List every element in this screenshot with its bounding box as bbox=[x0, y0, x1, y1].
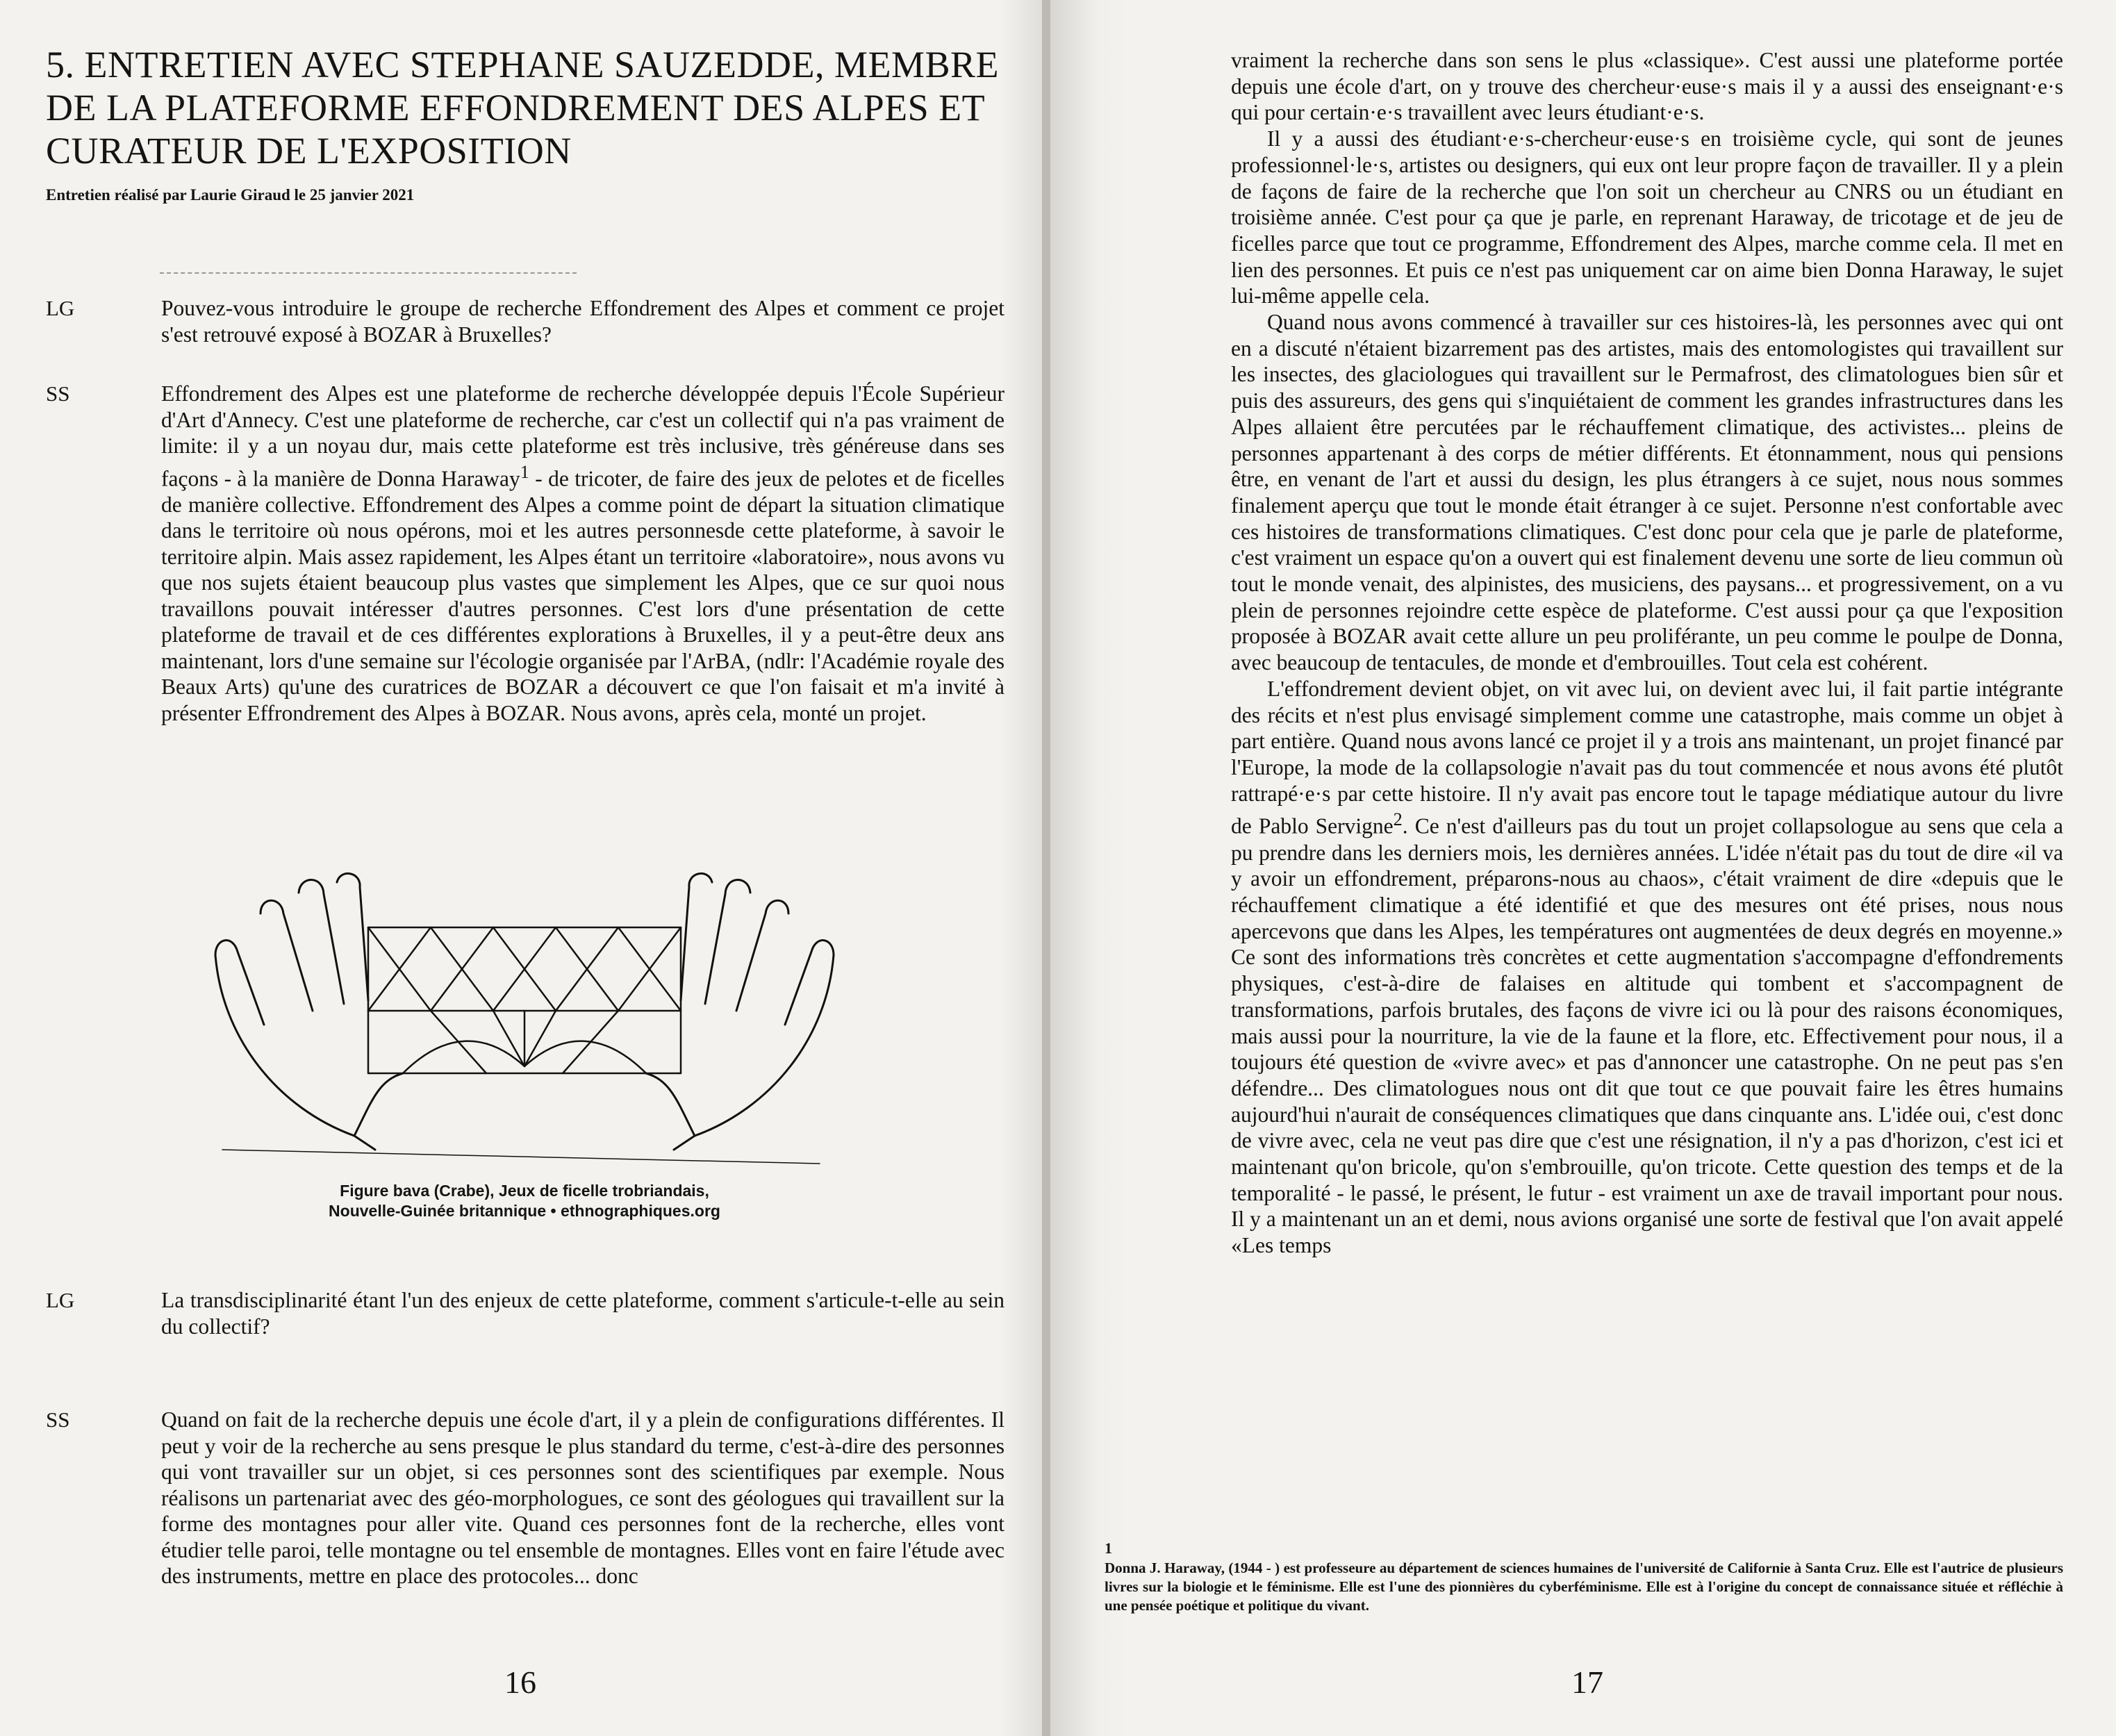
footnote-ref: 1 bbox=[520, 461, 529, 482]
question-text: La transdisciplinarité étant l'un des enjeux de cette plateforme, comment s'articule-t-elle au sein du collectif? bbox=[161, 1288, 1005, 1339]
speaker-label: LG bbox=[46, 1288, 75, 1312]
paragraph: L'effondrement devient objet, on vit avec lui, on devient avec lui, il fait partie intégrante des récits et n'est plus envisagé simplement comme une catastrophe, mais comme un objet à part entière. Quand nous avons lancé ce projet il y a trois ans maintenant, un projet financé par l'Europe, la mode de la collapsologie n'avait pas du tout commencée et nous avons été plutôt rattrapé·e·s par cette histoire. Il n'y avait pas encore tout le tapage médiatique autour du livre de Pablo Servigne$^2$. Ce n'est d'ailleurs pas du tout un projet collapsologue au sens que cela a pu prendre dans les derniers mois, les dernières années. L'idée n'était pas du tout de dire «il va y avoir un effondrement, préparons-nous au chaos», c'était vraiment de dire «depuis que le réchauffement climatique a été identifié et que des mesures ont été prises, nous nous apercevons que dans les Alpes, les températures ont augmentées de deux degrés en moyenne.» Ce sont des informations très concrètes et cette augmentation s'accompagne d'effondrements physiques, c'est-à-dire de falaises en altitude qui tombent et s'accompagnent de transformations, parfois brutales, des façons de vivre ici ou là pour des raisons économiques, mais aussi pour la nourriture, la vie de la faune et la flore, etc. Effectivement pour nous, il a toujours été question de «vivre avec» et pas d'annoncer une catastrophe. On ne peut pas s'en défendre... Des climatologues nous ont dit que tout ce que pouvait faire les êtres humains aujourd'hui n'aurait de conséquences climatiques que dans cinquante ans. L'idée oui, c'est donc de vivre avec, cela ne veut pas dire que c'est une résignation, il n'y a pas d'horizon, c'est ici et maintenant qu'on bricole, qu'on s'embrouille, qu'on tricote. Cette question des temps et de la temporalité - le passé, le présent, le futur - est vraiment un axe de travail important pour nous. Il y a maintenant un an et demi, nous avions organisé une sorte de festival que l'on avait appelé «Les temps bbox=[1231, 676, 2063, 1258]
footnote-text: Donna J. Haraway, (1944 - ) est professeure au département de sciences humaines de l'université de Californie à Santa Cruz. Elle est l'autrice de plusieurs livres sur la biologie et le féminisme. Elle est l'une des pionnières du cyberféminisme. Elle est à l'origine du concept de connaissance située et réfléchie à une pensée poétique et politique du vivant. bbox=[1105, 1560, 2063, 1614]
page-number: 17 bbox=[1571, 1664, 1603, 1700]
question-text: Pouvez-vous introduire le groupe de recherche Effondrement des Alpes et comment ce projet s'est retrouvé exposé à BOZAR à Bruxelles? bbox=[161, 296, 1005, 347]
string-figure-hands-illustration bbox=[195, 872, 854, 1177]
question-2 bbox=[46, 1287, 1005, 1339]
question-1 bbox=[46, 295, 1005, 347]
answer-text: Quand on fait de la recherche depuis une école d'art, il y a plein de configurations différentes. Il peut y voir de la recherche au sens presque le plus standard du terme, c'est-à-dire des personnes qui vont travailler sur un objet, si ces personnes sont des scientifiques par exemple. Nous réalisons un partenariat avec des géo-morphologues, ce sont des géologues qui travaillent sur la forme des montagnes pour aller vite. Quand ces personnes font de la recherche, elles vont étudier telle paroi, telle montagne ou tel ensemble de montagnes. Elles vont en faire l'étude avec des instruments, mettre en place des protocoles... donc bbox=[161, 1407, 1005, 1588]
left-page bbox=[0, 0, 1050, 1736]
footnote-ref: 2 bbox=[1393, 809, 1403, 830]
paragraph: Il y a aussi des étudiant·e·s-chercheur·euse·s en troisième cycle, qui sont de jeunes professionnel·le·s, artistes ou designers, qui eux ont leur propre façon de travailler. Il y a plein de façons de faire de la recherche que l'on soit un chercheur au CNRS ou un étudiant en troisième année. C'est pour ça que je parle, en reprenant Haraway, de tricotage et de jeu de ficelles parce que tout ce programme, Effondrement des Alpes, marche comme cela. Il met en lien des personnes. Et puis ce n'est pas uniquement car on aime bien Donna Haraway, le sujet lui-même appelle cela. bbox=[1231, 126, 2063, 308]
footnote-number: 1 bbox=[1105, 1539, 1112, 1557]
right-page bbox=[1050, 0, 2116, 1736]
answer-1 bbox=[46, 381, 1005, 726]
byline: Entretien réalisé par Laurie Giraud le 25 janvier 2021 bbox=[46, 186, 415, 204]
paragraph: vraiment la recherche dans son sens le plus «classique». C'est aussi une plateforme portée depuis une école d'art, on y trouve des chercheur·euse·s mais il y a aussi des enseignant·e·s qui pour certain·e·s travaillent avec leurs étudiant·e·s. bbox=[1231, 48, 2063, 125]
page-number: 16 bbox=[504, 1664, 536, 1700]
body-text bbox=[1231, 47, 2063, 1259]
separator-rule bbox=[160, 272, 577, 274]
figure-caption: Figure bava (Crabe), Jeux de ficelle trobriandais, Nouvelle-Guinée britannique • ethnographiques.org bbox=[329, 1182, 720, 1220]
article-title: 5. ENTRETIEN AVEC STEPHANE SAUZEDDE, MEMBRE DE LA PLATEFORME EFFONDREMENT DES ALPES ET CURATEUR DE L'EXPOSITION bbox=[46, 44, 1000, 172]
speaker-label: SS bbox=[46, 381, 70, 406]
answer-text: Effondrement des Alpes est une plateforme de recherche développée depuis l'École Supérieur d'Art d'Annecy. C'est une plateforme de recherche, car c'est un collectif qui n'a pas vraiment de limite: il y a un noyau dur, mais cette plateforme est très inclusive, très généreuse dans ses façons - à la manière de Donna Haraway$^1$ - de tricoter, de faire des jeux de pelotes et de ficelles de manière collective. Effondrement des Alpes a comme point de départ la situation climatique dans le territoire où nous opérons, moi et les autres personnesde cette plateforme, à savoir le territoire alpin. Mais assez rapidement, les Alpes étant un territoire «laboratoire», nous avons vu que nos sujets étaient beaucoup plus vastes que simplement les Alpes, que ce sur quoi nous travaillons pouvait intéresser d'autres personnes. C'est lors d'une présentation de cette plateforme de travail et de ces différentes explorations à Bruxelles, il y a peut-être deux ans maintenant, lors d'une semaine sur l'écologie organisée par l'ArBA, (ndlr: l'Académie royale des Beaux Arts) qu'une des curatrices de BOZAR a découvert ce que l'on faisait et m'a invité à présenter Effrondrement des Alpes à BOZAR. Nous avons, après cela, monté un projet. bbox=[161, 381, 1005, 725]
paragraph: Quand nous avons commencé à travailler sur ces histoires-là, les personnes avec qui ont en a discuté n'étaient bizarrement pas des artistes, mais des entomologistes qui travaillent sur les insectes, des glaciologues qui travaillent sur le Permafrost, des climatologues bien sûr et puis des assureurs, des gens qui s'inquiétaient de comment les grandes infrastructures dans les Alpes allaient être percutées par le réchauffement climatique, des activistes... pleins de personnes appartenant à des corps de métier différents. Et étonnamment, nous qui pensions être, en venant de l'art et aussi du design, les plus étrangers à ce sujet, nous nous sommes finalement aperçu que tout le monde était étranger à ce sujet. Personne n'est confortable avec ces histoires de transformations climatiques. C'est donc pour cela que je parle de plateforme, c'est vraiment un espace qu'on a ouvert qui est finalement devenu une sorte de lieu commun où tout le monde venait, des alpinistes, des musiciens, des paysans... et progressivement, on a vu plein de personnes rejoindre cette espèce de plateforme. C'est aussi pour ça que l'exposition proposée à BOZAR avait cette allure un peu proliférante, un peu comme le poulpe de Donna, avec beaucoup de tentacules, de monde et d'embrouilles. Tout cela est cohérent. bbox=[1231, 310, 2063, 675]
speaker-label: LG bbox=[46, 296, 75, 320]
speaker-label: SS bbox=[46, 1407, 70, 1432]
answer-2 bbox=[46, 1407, 1005, 1589]
footnote bbox=[1105, 1539, 2063, 1615]
